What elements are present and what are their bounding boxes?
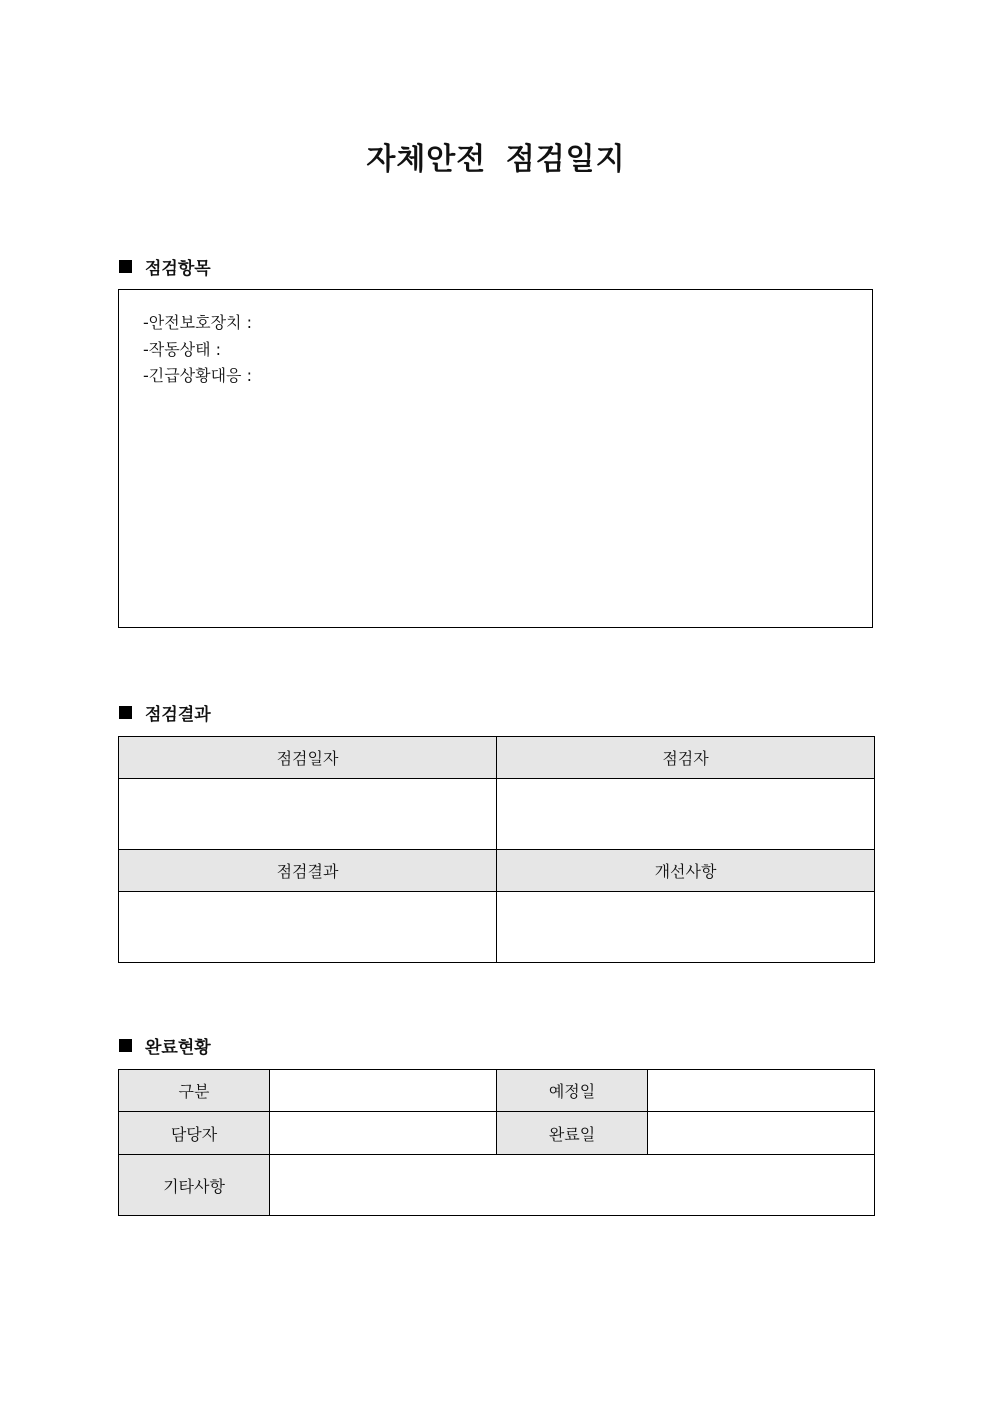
completion-status-table <box>118 1069 875 1216</box>
header-inspector: 점검자 <box>497 737 875 779</box>
other-notes-field[interactable] <box>270 1155 875 1216</box>
inspection-item-emergency-response: -긴급상황대응 : <box>143 366 252 385</box>
inspection-items-box[interactable] <box>118 289 873 628</box>
section-heading-label: 점검항목 <box>145 259 211 279</box>
header-inspection-result: 점검결과 <box>119 850 497 892</box>
table-row <box>119 892 875 963</box>
section-heading-inspection-results <box>119 700 211 725</box>
section-heading-completion-status <box>119 1033 211 1058</box>
label-completed-date: 완료일 <box>497 1112 648 1155</box>
inspection-item-operation-status: -작동상태 : <box>143 339 222 359</box>
scheduled-date-field[interactable] <box>648 1070 875 1112</box>
section-heading-inspection-items <box>119 254 211 279</box>
document-title: 자체안전 점검일지 <box>366 142 626 177</box>
category-field[interactable] <box>270 1070 497 1112</box>
inspection-date-field[interactable] <box>119 779 497 850</box>
table-row <box>119 1070 875 1112</box>
label-manager: 담당자 <box>119 1112 270 1155</box>
table-row <box>119 1112 875 1155</box>
square-bullet-icon <box>119 706 132 719</box>
inspection-item-safety-device: -안전보호장치 : <box>143 313 252 332</box>
square-bullet-icon <box>119 1039 132 1052</box>
table-header-row <box>119 850 875 892</box>
section-heading-label: 완료현황 <box>145 1038 211 1058</box>
table-row <box>119 1155 875 1216</box>
table-row <box>119 779 875 850</box>
completed-date-field[interactable] <box>648 1112 875 1155</box>
header-inspection-date: 점검일자 <box>119 737 497 779</box>
inspection-results-table <box>118 736 875 963</box>
square-bullet-icon <box>119 260 132 273</box>
inspector-field[interactable] <box>497 779 875 850</box>
inspection-result-field[interactable] <box>119 892 497 963</box>
table-header-row <box>119 737 875 779</box>
manager-field[interactable] <box>270 1112 497 1155</box>
improvements-field[interactable] <box>497 892 875 963</box>
label-scheduled-date: 예정일 <box>497 1070 648 1112</box>
header-improvements: 개선사항 <box>497 850 875 892</box>
label-other-notes: 기타사항 <box>119 1155 270 1216</box>
section-heading-label: 점검결과 <box>145 705 211 725</box>
label-category: 구분 <box>119 1070 270 1112</box>
